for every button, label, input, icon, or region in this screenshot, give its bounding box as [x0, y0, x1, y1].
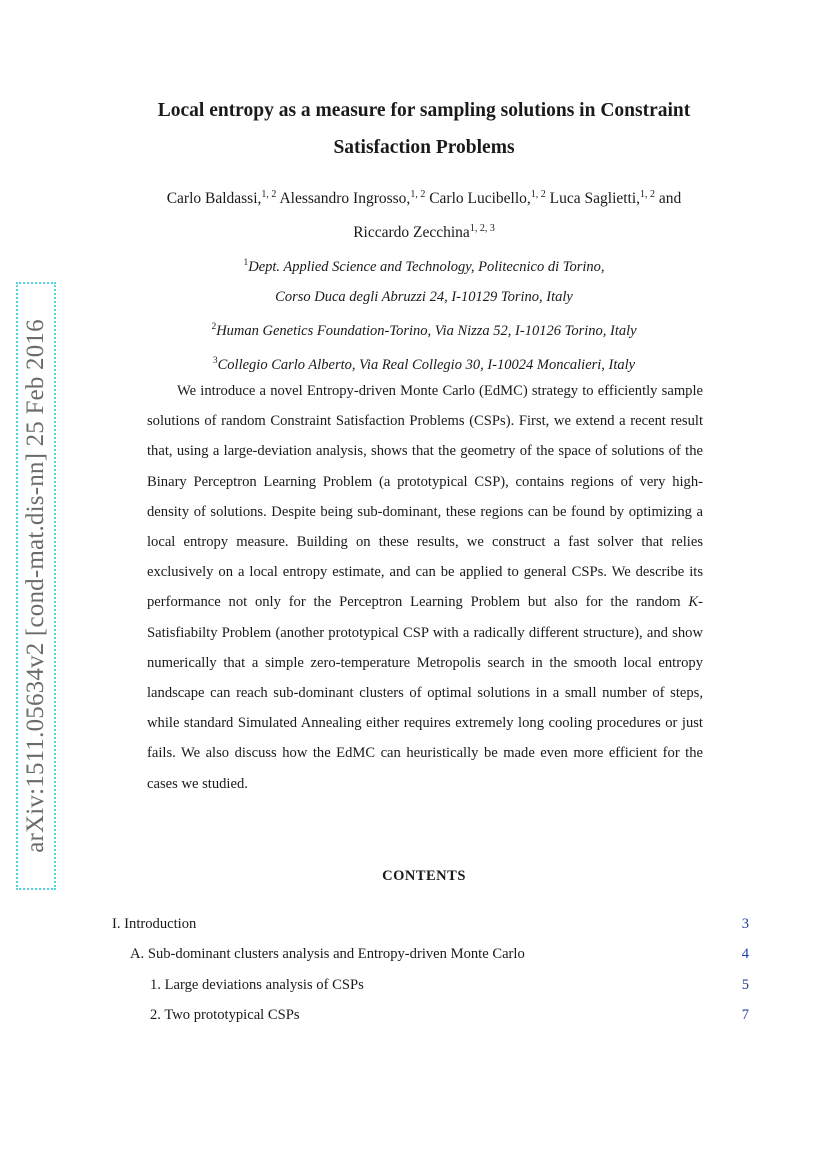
affiliation-line: Corso Duca degli Abruzzi 24, I-10129 Torino, Italy	[275, 288, 573, 305]
abstract-text: We introduce a novel Entropy-driven Monte Carlo (EdMC) strategy to efficiently sample solutions of random Constraint Satisfaction Problems (CSPs). First, we extend a recent result that, using a large-deviation analysis, shows that the geometry of the space of solutions of the Binary Perceptron Learning Problem (a prototypical CSP), contains regions of very high-density of solutions. Despite being sub-dominant, these regions can be found by optimizing a local entropy measure. Building on these results, we construct a fast solver that relies exclusively on a local entropy estimate, and can be applied to general CSPs. We describe its performance not only for the Perceptron Learning Problem but also for the random	[147, 383, 703, 611]
author-affiliation-mark: 1, 2	[410, 189, 426, 200]
author: Luca Saglietti,	[549, 190, 641, 208]
abstract-variable-k: K	[688, 594, 699, 611]
abstract-text: -Satisfiabilty Problem (another prototypical CSP with a radically different structure), and show numerically that a simple zero-temperature Metropolis search in the smooth local entropy landscape can reach sub-dominant clusters of optimal solutions in a small number of steps, while standard Simulated Annealing either requires extremely long cooling procedures or just fails. We also discuss how the EdMC can heuristically be made even more efficient for the cases we studied.	[147, 594, 703, 792]
author-list	[150, 180, 698, 248]
toc-page-link[interactable]: 7	[741, 1007, 749, 1023]
author: Carlo Lucibello,	[429, 190, 531, 208]
toc-entry[interactable]	[0, 977, 828, 999]
author: Carlo Baldassi,	[166, 190, 262, 208]
author-affiliation-mark: 1, 2	[261, 189, 277, 200]
title-line-1: Local entropy as a measure for sampling solutions in Constraint	[157, 100, 691, 121]
abstract	[147, 376, 703, 799]
toc-page-link[interactable]: 4	[741, 946, 749, 962]
toc-entry[interactable]	[0, 1007, 828, 1029]
toc-page-link[interactable]: 3	[741, 916, 749, 932]
affiliation	[100, 312, 748, 346]
toc-entry-label[interactable]: I. Introduction	[112, 916, 197, 932]
affiliation-mark: 2	[211, 321, 217, 332]
affiliation-line: Collegio Carlo Alberto, Via Real Collegio 30, I-10024 Moncalieri, Italy	[217, 356, 636, 373]
toc-entry-label[interactable]: 2. Two prototypical CSPs	[150, 1007, 300, 1023]
arxiv-id: arXiv:1511.05634v2 [cond-mat.dis-nn] 25 Feb 2016	[22, 319, 50, 853]
paper-title	[100, 92, 748, 166]
author-affiliation-mark: 1, 2	[640, 189, 656, 200]
author-affiliation-mark: 1, 2, 3	[469, 223, 495, 235]
toc-entry[interactable]	[0, 946, 828, 968]
affiliation-mark: 1	[243, 258, 249, 268]
affiliation-mark: 3	[212, 355, 218, 366]
title-line-2: Satisfaction Problems	[333, 137, 515, 158]
affiliation	[100, 346, 748, 380]
affiliation	[100, 248, 748, 282]
author: and Riccardo Zecchina	[353, 190, 682, 242]
toc-entry-label[interactable]: A. Sub-dominant clusters analysis and Entropy-driven Monte Carlo	[130, 946, 525, 962]
toc-entry-label[interactable]: 1. Large deviations analysis of CSPs	[150, 977, 364, 993]
toc-page-link[interactable]: 5	[741, 977, 749, 993]
arxiv-stamp	[16, 282, 56, 890]
toc-entry[interactable]	[0, 916, 828, 938]
contents-heading: CONTENTS	[382, 868, 466, 884]
affiliation-line: Human Genetics Foundation-Torino, Via Nizza 52, I-10126 Torino, Italy	[216, 322, 637, 339]
author-affiliation-mark: 1, 2	[530, 189, 546, 200]
affiliation-list	[100, 248, 748, 379]
affiliation-line: Dept. Applied Science and Technology, Politecnico di Torino,	[248, 258, 605, 275]
author: Alessandro Ingrosso,	[279, 190, 411, 208]
